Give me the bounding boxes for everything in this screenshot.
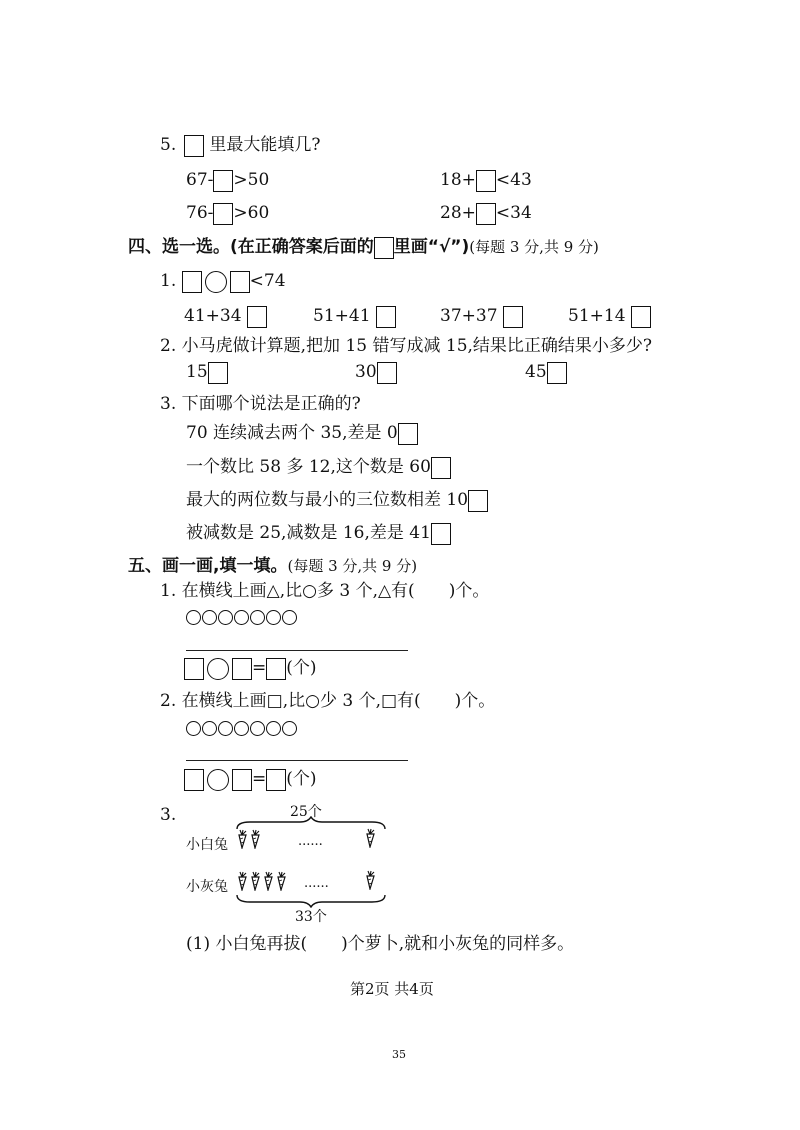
carrot-icon [364,828,377,848]
answer-box[interactable] [266,769,286,791]
carrot-icon [236,871,249,891]
circle-icon [250,610,265,625]
circle-icon [266,721,281,736]
answer-box[interactable] [230,271,250,293]
operator-circle[interactable] [207,658,229,680]
answer-box[interactable] [182,271,202,293]
operator-circle[interactable] [207,769,229,791]
page-number: 35 [392,1048,406,1061]
s5-q1-equation: = (个) [184,657,317,680]
answer-box[interactable] [213,203,233,225]
circle-icon [234,610,249,625]
s4-q1-option-b: 51+41 [313,305,396,328]
circle-icon [282,721,297,736]
answer-box[interactable] [232,769,252,791]
answer-box[interactable] [232,658,252,680]
s4-q1-option-a: 41+34 [184,305,267,328]
check-box[interactable] [431,457,451,479]
section4-heading: 四、选一选。(在正确答案后面的 里画“√”)(每题 3 分,共 9 分) [128,237,599,257]
carrot-icon [262,871,275,891]
top-count-label: 25个 [290,804,322,820]
carrot-icon [249,871,262,891]
answer-box[interactable] [184,769,204,791]
s5-q2-draw-line[interactable] [186,760,408,761]
circle-icon [218,610,233,625]
check-box[interactable] [468,490,488,512]
white-rabbit-carrots [236,828,262,849]
circle-icon [282,610,297,625]
page-footer: 第2页 共4页 [350,980,434,998]
check-box[interactable] [431,523,451,545]
s5-q1-draw-line[interactable] [186,650,408,651]
q5-row2-right: 28+ <34 [440,203,532,223]
s5-q2-circles [186,718,298,737]
s4-q3-option-a: 70 连续减去两个 35,差是 0 [186,422,418,445]
circle-icon [186,610,201,625]
s4-q3-option-d: 被减数是 25,减数是 16,差是 41 [186,522,451,545]
s5-q1-circles [186,607,298,626]
s4-q1-option-d: 51+14 [568,305,651,328]
answer-box[interactable] [476,170,496,192]
q5-title: 里最大能填几? [184,134,321,157]
s4-q1: 1. <74 [160,271,286,291]
circle-icon [218,721,233,736]
circle-icon [266,610,281,625]
s5-q2: 2. 在横线上画□,比○少 3 个,□有( )个。 [160,691,496,711]
answer-box[interactable] [184,658,204,680]
s4-q2-option-c: 45 [525,361,567,384]
check-box[interactable] [631,306,651,328]
check-box[interactable] [247,306,267,328]
q5-row1-left: 67- >50 [186,170,270,190]
section5-heading: 五、画一画,填一填。(每题 3 分,共 9 分) [128,556,418,576]
gray-rabbit-label: 小灰兔 [186,879,228,895]
circle-icon [202,610,217,625]
s4-q2-option-a: 15 [186,361,228,384]
operator-circle[interactable] [205,271,227,293]
s4-q2-option-b: 30 [355,361,397,384]
s4-q1-option-c: 37+37 [440,305,523,328]
gray-rabbit-carrots [236,870,288,891]
check-box[interactable] [208,362,228,384]
check-box[interactable] [503,306,523,328]
q5-number: 5. [160,135,177,155]
carrot-icon [236,829,249,849]
answer-box[interactable] [213,170,233,192]
carrot-icon [275,871,288,891]
s5-q1: 1. 在横线上画△,比○多 3 个,△有( )个。 [160,581,490,601]
white-rabbit-label: 小白兔 [186,837,228,853]
answer-box-sample [374,237,394,259]
s4-q2: 2. 小马虎做计算题,把加 15 错写成减 15,结果比正确结果小多少? [160,336,653,356]
gray-rabbit-ellipsis: ...... [304,876,329,891]
s4-q3: 3. 下面哪个说法是正确的? [160,394,361,414]
carrot-icon [249,829,262,849]
white-rabbit-ellipsis: ...... [298,834,323,849]
s5-q3-sub1: (1) 小白兔再拔( )个萝卜,就和小灰兔的同样多。 [186,934,575,954]
check-box[interactable] [398,423,418,445]
check-box[interactable] [547,362,567,384]
s5-q2-equation: = (个) [184,768,317,791]
answer-box[interactable] [184,135,204,157]
answer-box[interactable] [476,203,496,225]
check-box[interactable] [376,306,396,328]
s4-q3-option-b: 一个数比 58 多 12,这个数是 60 [186,456,451,479]
s5-q3-number: 3. [160,805,177,825]
s4-q3-option-c: 最大的两位数与最小的三位数相差 10 [186,489,488,512]
bottom-count-label: 33个 [295,909,327,925]
answer-box[interactable] [266,658,286,680]
q5-row1-right: 18+ <43 [440,170,532,190]
circle-icon [234,721,249,736]
circle-icon [186,721,201,736]
circle-icon [202,721,217,736]
check-box[interactable] [377,362,397,384]
circle-icon [250,721,265,736]
carrot-icon [364,870,377,890]
q5-row2-left: 76- >60 [186,203,270,223]
